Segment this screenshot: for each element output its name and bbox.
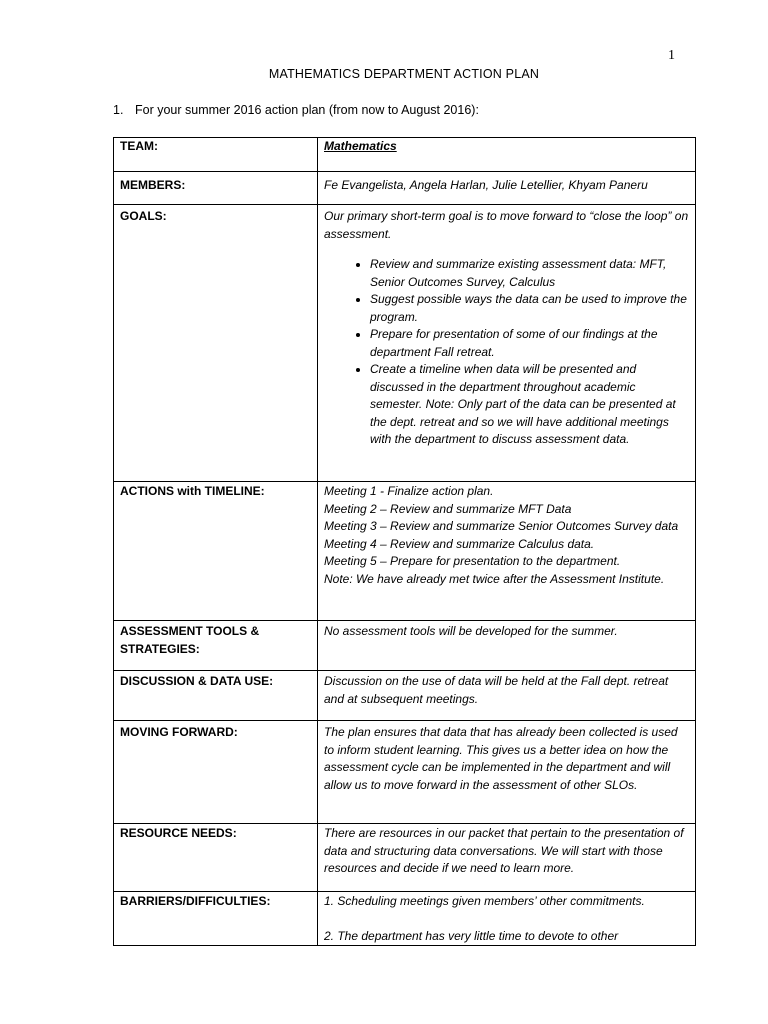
barriers-cell [318,892,696,946]
action-line: Meeting 5 – Prepare for presentation to the department. [324,554,621,568]
team-value: Mathematics [318,138,696,172]
page-number: 1 [668,48,675,63]
table-row [114,205,696,482]
table-row [114,721,696,824]
moving-forward-value: The plan ensures that data that has already been collected is used to inform student learning. This gives us a better idea on how the assessment cycle can be implemented in the department and will allow us to move forward in the assessment of other SLOs. [318,721,696,824]
goals-cell [318,205,696,482]
resource-needs-value: There are resources in our packet that pertain to the presentation of data and structuring data conversations. We will start with those resources and decide if we need to learn more. [318,824,696,892]
barrier-item: 2. The department has very little time to devote to other [324,928,619,943]
table-row [114,824,696,892]
barrier-item: 1. Scheduling meetings given members’ other commitments. [324,894,645,908]
table-row [114,621,696,671]
row-label-discussion: DISCUSSION & DATA USE: [114,671,318,721]
table-row [114,138,696,172]
question-heading [113,103,479,117]
question-number: 1. [113,103,124,117]
goals-list [324,256,689,449]
row-label-resource-needs: RESOURCE NEEDS: [114,824,318,892]
row-label-moving-forward: MOVING FORWARD: [114,721,318,824]
table-row [114,892,696,946]
row-label-team: TEAM: [114,138,318,172]
list-item: • Review and summarize existing assessment data: MFT, Senior Outcomes Survey, Calculus [370,256,689,291]
actions-cell [318,482,696,621]
action-line: Meeting 1 - Finalize action plan. [324,484,494,498]
action-line: Meeting 4 – Review and summarize Calculus data. [324,536,595,551]
table-row [114,671,696,721]
goals-intro: Our primary short-term goal is to move forward to “close the loop” on assessment. [324,209,689,241]
table-row [114,172,696,205]
row-label-goals: GOALS: [114,205,318,482]
table-row [114,482,696,621]
action-line: Meeting 3 – Review and summarize Senior Outcomes Survey data [324,519,679,533]
row-label-assessment: ASSESSMENT TOOLS & STRATEGIES: [114,621,318,671]
members-value: Fe Evangelista, Angela Harlan, Julie Letellier, Khyam Paneru [318,172,696,205]
list-item: • Prepare for presentation of some of our findings at the department Fall retreat. [370,326,689,361]
action-line: Meeting 2 – Review and summarize MFT Data [324,501,572,516]
action-line: Note: We have already met twice after the Assessment Institute. [324,571,665,586]
list-item: • Create a timeline when data will be presented and discussed in the department throughout academic semester. Note: Only part of the data can be presented at the dept. retreat and so we will have additional meetings with the department to discuss assessment data. [370,361,689,449]
action-plan-table [113,137,696,946]
row-label-members: MEMBERS: [114,172,318,205]
row-label-actions: ACTIONS with TIMELINE: [114,482,318,621]
assessment-value: No assessment tools will be developed for the summer. [318,621,696,671]
document-title: MATHEMATICS DEPARTMENT ACTION PLAN [268,67,540,81]
question-text: For your summer 2016 action plan (from now to August 2016): [135,103,479,117]
discussion-value: Discussion on the use of data will be held at the Fall dept. retreat and at subsequent meetings. [318,671,696,721]
list-item: • Suggest possible ways the data can be used to improve the program. [370,291,689,326]
row-label-barriers: BARRIERS/DIFFICULTIES: [114,892,318,946]
